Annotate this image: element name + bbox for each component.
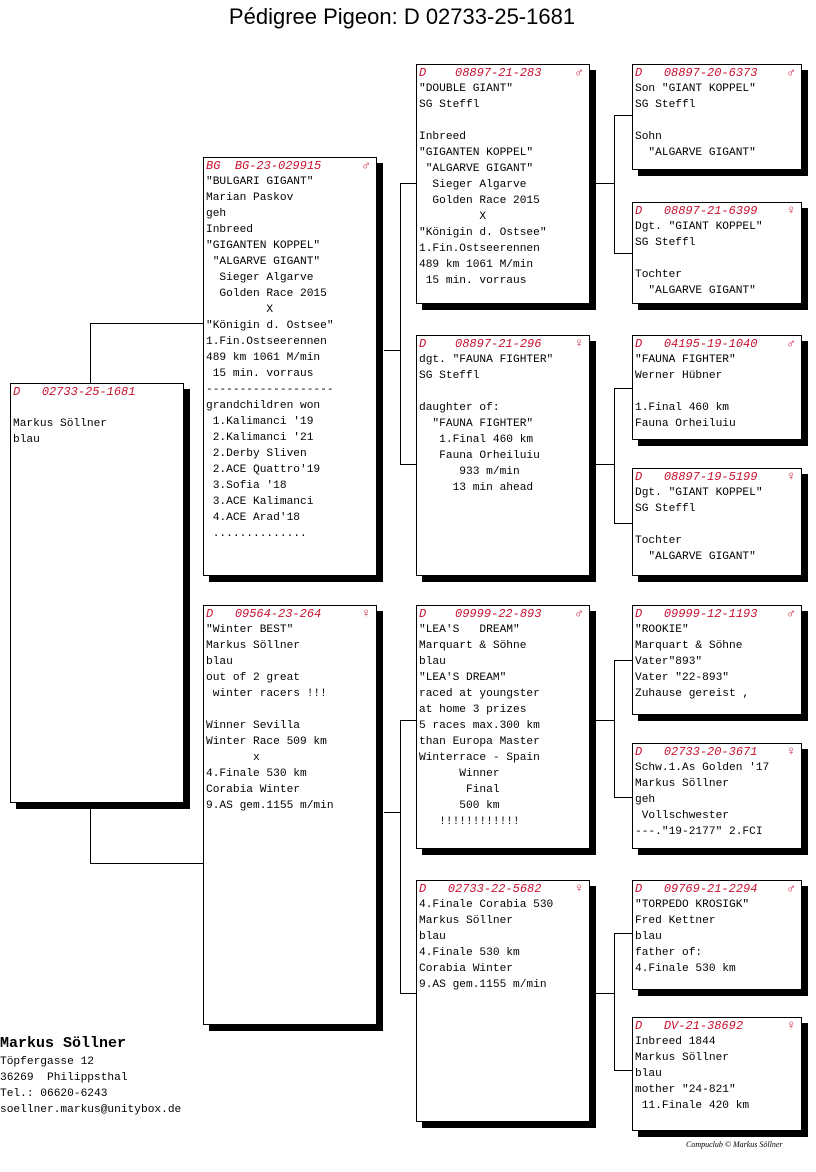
connector [614,115,632,116]
male-icon: ♂ [787,336,795,351]
ring-prefix: D [635,204,643,218]
owner-phone: Tel.: 06620-6243 [0,1088,108,1100]
connector [400,464,416,465]
connector [596,183,614,184]
pigeon-details: 4.Finale Corabia 530 Markus Söllner blau 4.Finale 530 km Corabia Winter 9.AS gem.1155 m/min [419,899,554,991]
connector [400,183,416,184]
software-credit: Compuclub © Markus Söllner [686,1140,783,1149]
ring-number: 02733-25-1681 [41,385,136,399]
ring-prefix: D [635,745,643,759]
pigeon-details: "LEA'S DREAM" Marquart & Söhne blau "LEA'S DREAM" raced at youngster at home 3 prizes 5 races max.300 km than Europa Master Winterrace - Spain Winner Final 500 km !!!!!!!!!!!! [419,624,540,828]
pigeon-card-fmm[interactable] [632,468,802,576]
owner-email[interactable]: soellner.markus@unitybox.de [0,1104,182,1116]
connector [614,933,632,934]
male-icon: ♂ [575,65,583,80]
connector [614,1070,632,1071]
ring-number: BG-23-029915 [234,159,322,173]
ring-number: 09999-12-1193 [663,607,758,621]
connector [400,993,416,994]
male-icon: ♂ [787,65,795,80]
female-icon: ♀ [787,203,795,218]
connector [614,388,632,389]
pigeon-card-mff[interactable] [632,605,802,715]
ring-prefix: D [635,607,643,621]
pigeon-card-mmf[interactable] [632,880,802,990]
ring-number: 02733-22-5682 [447,882,542,896]
female-icon: ♀ [575,881,583,896]
ring-prefix: D [419,337,427,351]
pigeon-card-mother[interactable] [203,605,377,1025]
page-title: Pédigree Pigeon: D 02733-25-1681 [228,4,576,29]
pigeon-card-father-sire[interactable] [416,64,590,304]
ring-number: 08897-21-6399 [663,204,758,218]
connector [614,388,615,523]
ring-prefix: D [419,607,427,621]
connector [614,933,615,1070]
pigeon-details: "TORPEDO KROSIGK" Fred Kettner blau father of: 4.Finale 530 km [635,899,750,975]
pigeon-card-father-dam[interactable] [416,335,590,576]
pigeon-details: "BULGARI GIGANT" Marian Paskov geh Inbreed "GIGANTEN KOPPEL" "ALGARVE GIGANT" Sieger Algarve Golden Race 2015 X "Königin d. Ostsee" 1.Fin.Ostseerennen 489 km 1061 M/min 15 min. vorraus ------------------- grandchildren won 1.Kalimanci '19 2.Kalimanci '21 2.Derby Sliven 2.ACE Quattro'19 3.Sofia '18 3.ACE Kalimanci 4.ACE Arad'18 .............. [206,176,334,540]
female-icon: ♀ [787,744,795,759]
ring-prefix: D [635,337,643,351]
ring-prefix: D [13,385,21,399]
male-icon: ♂ [787,881,795,896]
pigeon-details: Son "GIANT KOPPEL" SG Steffl Sohn "ALGARVE GIGANT" [635,83,756,159]
connector [614,660,615,797]
pigeon-details: "FAUNA FIGHTER" Werner Hübner 1.Final 460 km Fauna Orheiluiu [635,354,736,430]
ring-number: 09769-21-2294 [663,882,758,896]
connector [614,253,632,254]
female-icon: ♀ [787,469,795,484]
ring-number: DV-21-38692 [663,1019,744,1033]
pigeon-details: "Winter BEST" Markus Söllner blau out of 2 great winter racers !!! Winner Sevilla Winter Race 509 km x 4.Finale 530 km Corabia Winter 9.AS gem.1155 m/min [206,624,334,812]
pigeon-details: Schw.1.As Golden '17 Markus Söllner geh Vollschwester ---."19-2177" 2.FCI [635,762,770,838]
pigeon-details: dgt. "FAUNA FIGHTER" SG Steffl daughter of: "FAUNA FIGHTER" 1.Final 460 km Fauna Orheiluiu 933 m/min 13 min ahead [419,354,554,494]
male-icon: ♂ [575,606,583,621]
owner-name: Markus Söllner [0,1035,127,1052]
pigeon-details: "DOUBLE GIANT" SG Steffl Inbreed "GIGANTEN KOPPEL" "ALGARVE GIGANT" Sieger Algarve Golden Race 2015 X "Königin d. Ostsee" 1.Fin.Ostseerennen 489 km 1061 M/min 15 min. vorraus [419,83,547,287]
pigeon-card-fff[interactable] [632,64,802,170]
connector [90,863,203,864]
connector [90,802,91,863]
ring-number: 08897-19-5199 [663,470,758,484]
ring-prefix: D [206,607,214,621]
connector [596,720,614,721]
female-icon: ♀ [362,606,370,621]
connector [400,183,401,464]
pigeon-card-fmf[interactable] [632,335,802,440]
connector [614,523,632,524]
connector [614,797,632,798]
ring-prefix: D [635,1019,643,1033]
ring-number: 08897-21-283 [455,66,542,80]
ring-number: 02733-20-3671 [663,745,758,759]
owner-street: Töpfergasse 12 [0,1056,94,1068]
pigeon-details: Markus Söllner blau [13,418,107,446]
ring-prefix: D [635,470,643,484]
ring-prefix: D [419,882,427,896]
ring-number: 04195-19-1040 [663,337,758,351]
pigeon-card-father[interactable] [203,157,377,576]
connector [614,660,632,661]
pigeon-card-mmm[interactable] [632,1017,802,1131]
male-icon: ♂ [787,606,795,621]
female-icon: ♀ [575,336,583,351]
connector [384,812,400,813]
ring-number: 08897-20-6373 [663,66,758,80]
pigeon-details: Dgt. "GIANT KOPPEL" SG Steffl Tochter "ALGARVE GIGANT" [635,487,763,563]
ring-prefix: D [635,882,643,896]
pigeon-card-ffm[interactable] [632,202,802,304]
pigeon-details: "ROOKIE" Marquart & Söhne Vater"893" Vater "22-893" Zuhause gereist , [635,624,750,700]
pigeon-card-mother-dam[interactable] [416,880,590,1122]
connector [90,323,203,324]
pigeon-card-subject[interactable] [10,383,184,803]
female-icon: ♀ [787,1018,795,1033]
owner-city: 36269 Philippsthal [0,1072,128,1084]
pigeon-details: Inbreed 1844 Markus Söllner blau mother "24-821" 11.Finale 420 km [635,1036,750,1112]
pigeon-card-mfm[interactable] [632,743,802,849]
ring-number: 08897-21-296 [455,337,542,351]
connector [596,464,614,465]
pigeon-details: Dgt. "GIANT KOPPEL" SG Steffl Tochter "ALGARVE GIGANT" [635,221,763,297]
connector [614,115,615,253]
connector [400,720,401,993]
connector [90,323,91,383]
ring-number: 09999-22-893 [455,607,542,621]
connector [384,350,400,351]
owner-address [0,1034,181,1118]
pigeon-card-mother-sire[interactable] [416,605,590,849]
ring-prefix: BG [206,159,221,173]
connector [400,720,416,721]
ring-prefix: D [419,66,427,80]
male-icon: ♂ [362,158,370,173]
ring-prefix: D [635,66,643,80]
connector [596,993,614,994]
ring-number: 09564-23-264 [234,607,322,621]
